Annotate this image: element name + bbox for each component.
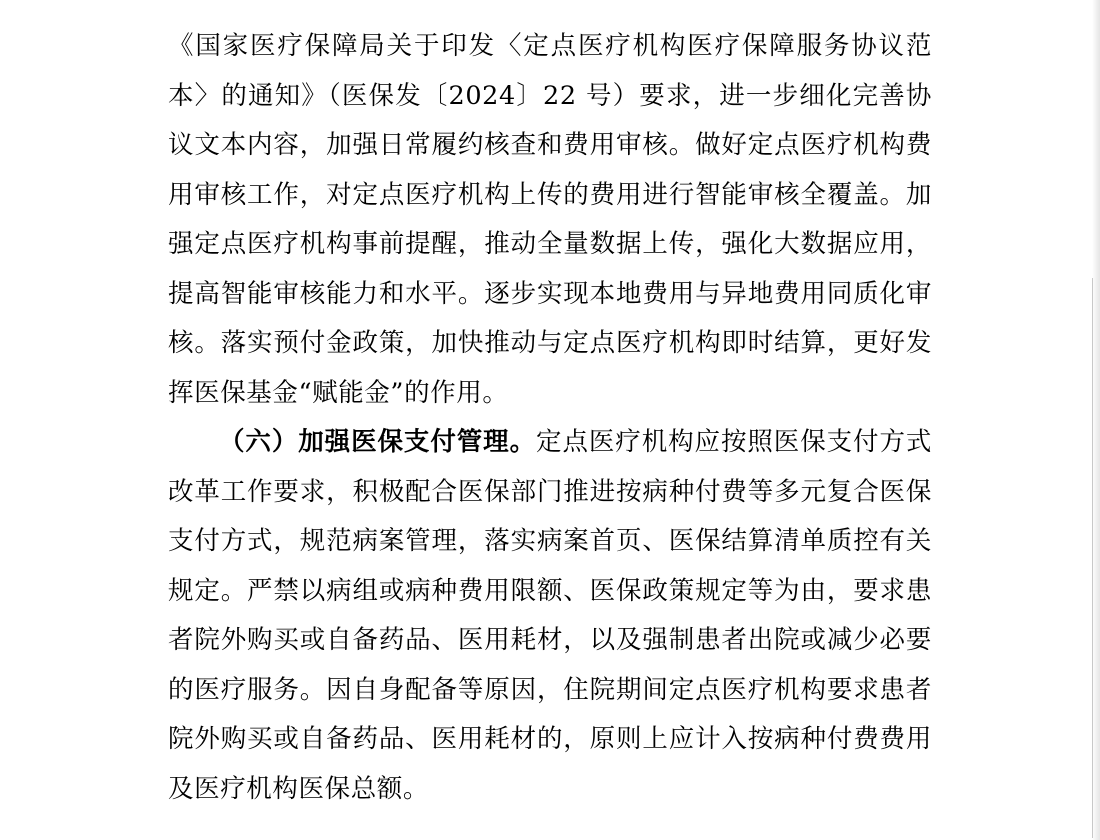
page-edge-shadow: [1092, 0, 1100, 840]
paragraph-medical-insurance-agreement: 《国家医疗保障局关于印发〈定点医疗机构医疗保障服务协议范本〉的通知》（医保发〔2024〕22 号）要求，进一步细化完善协议文本内容，加强日常履约核查和费用审核。做好定点医疗机构费用审核工作，对定点医疗机构上传的费用进行智能审核全覆盖。加强定点医疗机构事前提醒，推动全量数据上传，强化大数据应用，提高智能审核能力和水平。逐步实现本地费用与异地费用同质化审核。落实预付金政策，加快推动与定点医疗机构即时结算，更好发挥医保基金“赋能金”的作用。: [168, 31, 932, 408]
paragraph-payment-management: [168, 418, 932, 814]
paragraph-payment-management-text: 定点医疗机构应按照医保支付方式改革工作要求，积极配合医保部门推进按病种付费等多元复合医保支付方式，规范病案管理，落实病案首页、医保结算清单质控有关规定。严禁以病组或病种费用限额、医保政策规定等为由，要求患者院外购买或自备药品、医用耗材，以及强制患者出院或减少必要的医疗服务。因自身配备等原因，住院期间定点医疗机构要求患者院外购买或自备药品、医用耗材的，原则上应计入按病种付费费用及医疗机构医保总额。: [168, 427, 932, 804]
paragraph-heading-lead: （六）加强医保支付管理。: [219, 427, 537, 457]
document-body: [168, 22, 932, 814]
page-edge-line: [1092, 278, 1093, 838]
